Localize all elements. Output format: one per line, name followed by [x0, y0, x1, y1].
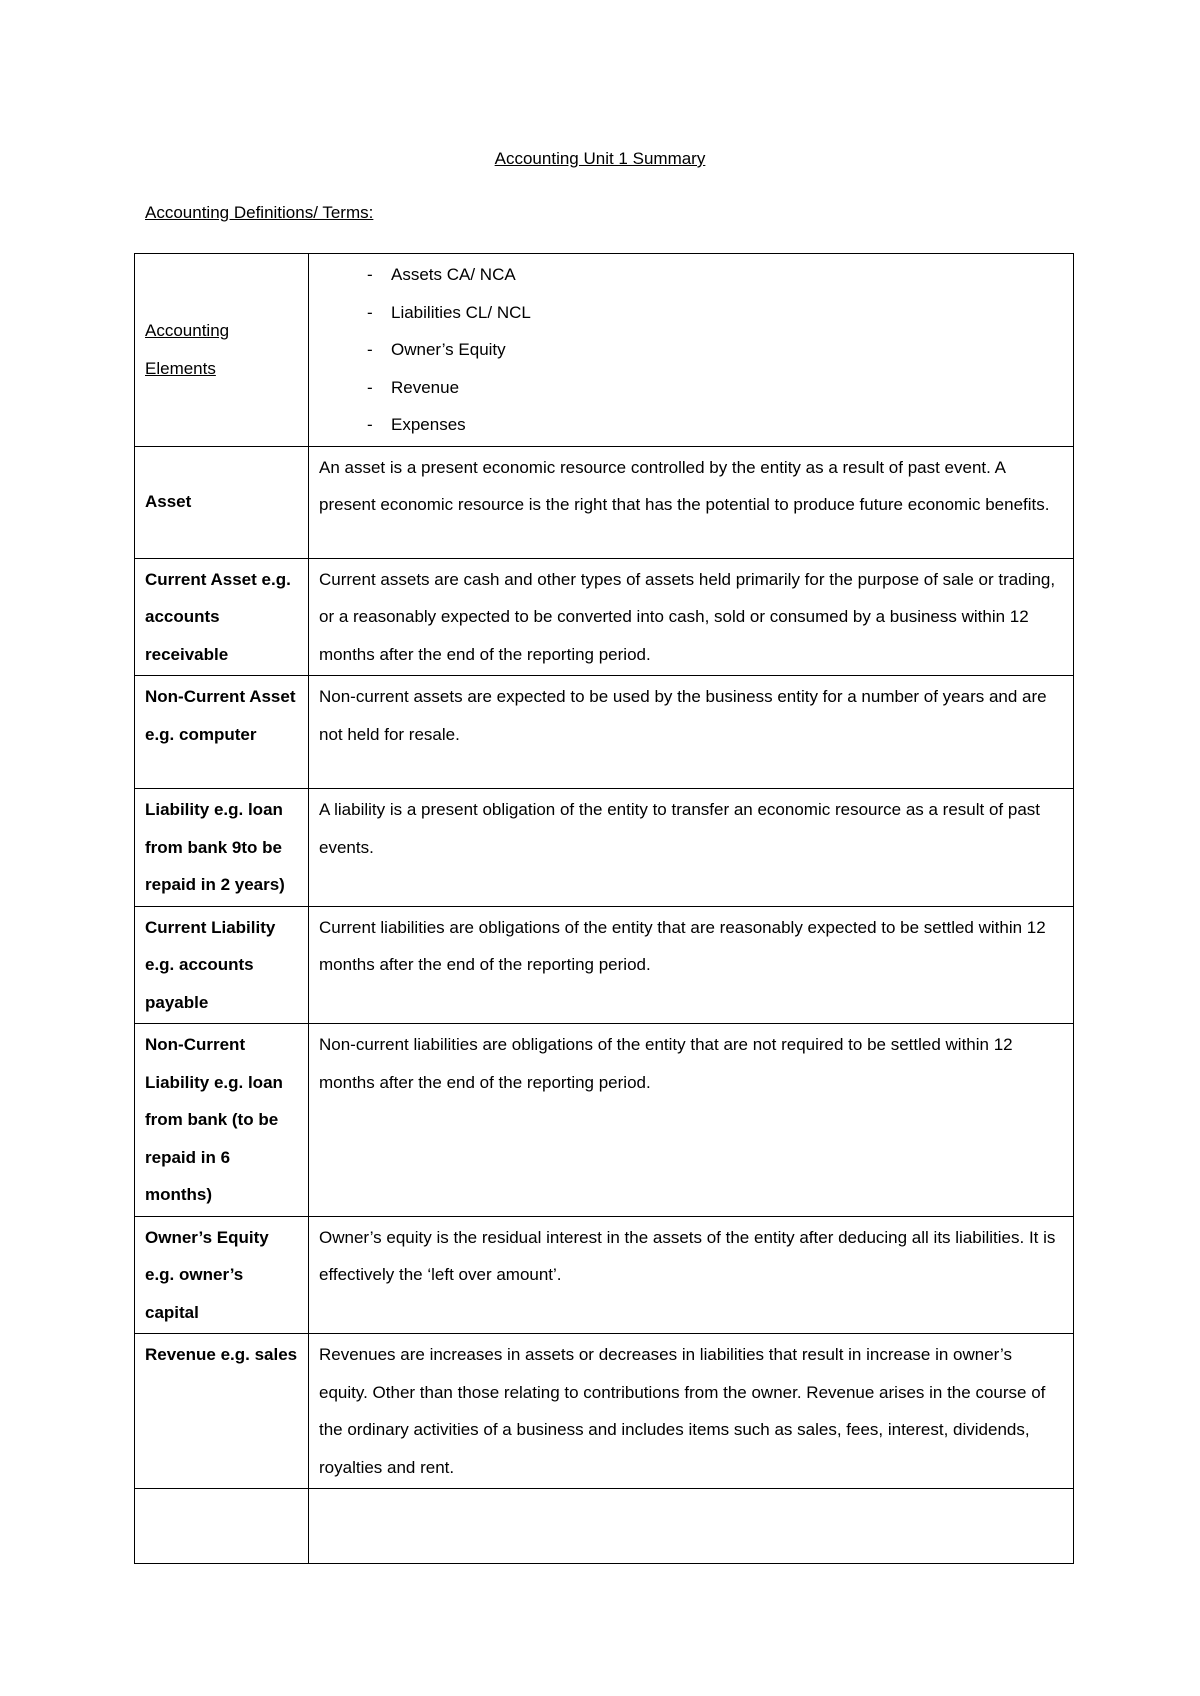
term-cell: Asset — [135, 446, 309, 558]
term-cell: Non-Current Asset e.g. computer — [135, 676, 309, 789]
definition-cell: A liability is a present obligation of the entity to transfer an economic resource as a result of past events. — [309, 789, 1074, 907]
list-item-label: Owner’s Equity — [391, 340, 506, 359]
table-row-empty — [135, 1489, 1074, 1564]
table-row — [135, 789, 1074, 907]
definition-cell: Non-current assets are expected to be used by the business entity for a number of years and are not held for resale. — [309, 676, 1074, 789]
dash-bullet: - — [367, 377, 373, 397]
list-item — [319, 369, 1065, 407]
table-row — [135, 676, 1074, 789]
term-cell: Current Liability e.g. accounts payable — [135, 906, 309, 1024]
dash-bullet: - — [367, 415, 373, 434]
table-row — [135, 906, 1074, 1024]
definition-cell: Current liabilities are obligations of the entity that are reasonably expected to be settled within 12 months after the end of the reporting period. — [309, 906, 1074, 1024]
elements-list — [319, 256, 1065, 444]
table-row — [135, 558, 1074, 676]
list-item-label: Assets CA/ NCA — [391, 265, 516, 284]
section-heading: Accounting Definitions/ Terms: — [145, 203, 374, 222]
dash-bullet: - — [367, 340, 373, 359]
definition-cell: An asset is a present economic resource controlled by the entity as a result of past event. A present economic resource is the right that has the potential to produce future economic benefits. — [309, 446, 1074, 558]
list-item — [319, 406, 1065, 444]
list-item-label: Liabilities CL/ NCL — [391, 302, 531, 322]
dash-bullet: - — [367, 302, 373, 322]
definition-cell: Non-current liabilities are obligations of the entity that are not required to be settled within 12 months after the end of the reporting period. — [309, 1024, 1074, 1217]
table-row — [135, 254, 1074, 447]
term-cell: Non-Current Liability e.g. loan from bank (to be repaid in 6 months) — [135, 1024, 309, 1217]
table-row — [135, 1334, 1074, 1489]
term-cell: Current Asset e.g. accounts receivable — [135, 558, 309, 676]
table-row — [135, 1216, 1074, 1334]
list-item — [319, 256, 1065, 294]
definition-cell: Owner’s equity is the residual interest in the assets of the entity after deducing all its liabilities. It is effectively the ‘left over amount’. — [309, 1216, 1074, 1334]
definition-cell: Revenues are increases in assets or decreases in liabilities that result in increase in owner’s equity. Other than those relating to contributions from the owner. Revenue arises in the course of the ordinary activities of a business and includes items such as sales, fees, interest, dividends, royalties and rent. — [309, 1334, 1074, 1489]
empty-cell — [135, 1489, 309, 1564]
definition-cell: Current assets are cash and other types of assets held primarily for the purpose of sale or trading, or a reasonably expected to be converted into cash, sold or consumed by a business within 12 months after the end of the reporting period. — [309, 558, 1074, 676]
list-item — [319, 331, 1065, 369]
empty-cell — [309, 1489, 1074, 1564]
table-row — [135, 1024, 1074, 1217]
term-cell: Owner’s Equity e.g. owner’s capital — [135, 1216, 309, 1334]
definition-cell — [309, 254, 1074, 447]
term-cell: Revenue e.g. sales — [135, 1334, 309, 1489]
term-cell — [135, 254, 309, 447]
term-cell: Liability e.g. loan from bank 9to be repaid in 2 years) — [135, 789, 309, 907]
definitions-table — [134, 253, 1074, 1564]
table-row — [135, 446, 1074, 558]
term-line: Accounting — [145, 321, 230, 341]
list-item-label: Revenue — [391, 377, 460, 397]
term-line: Elements — [145, 358, 216, 378]
list-item-label: Expenses — [391, 415, 466, 434]
document-title: Accounting Unit 1 Summary — [494, 149, 706, 168]
dash-bullet: - — [367, 265, 373, 284]
list-item — [319, 294, 1065, 332]
